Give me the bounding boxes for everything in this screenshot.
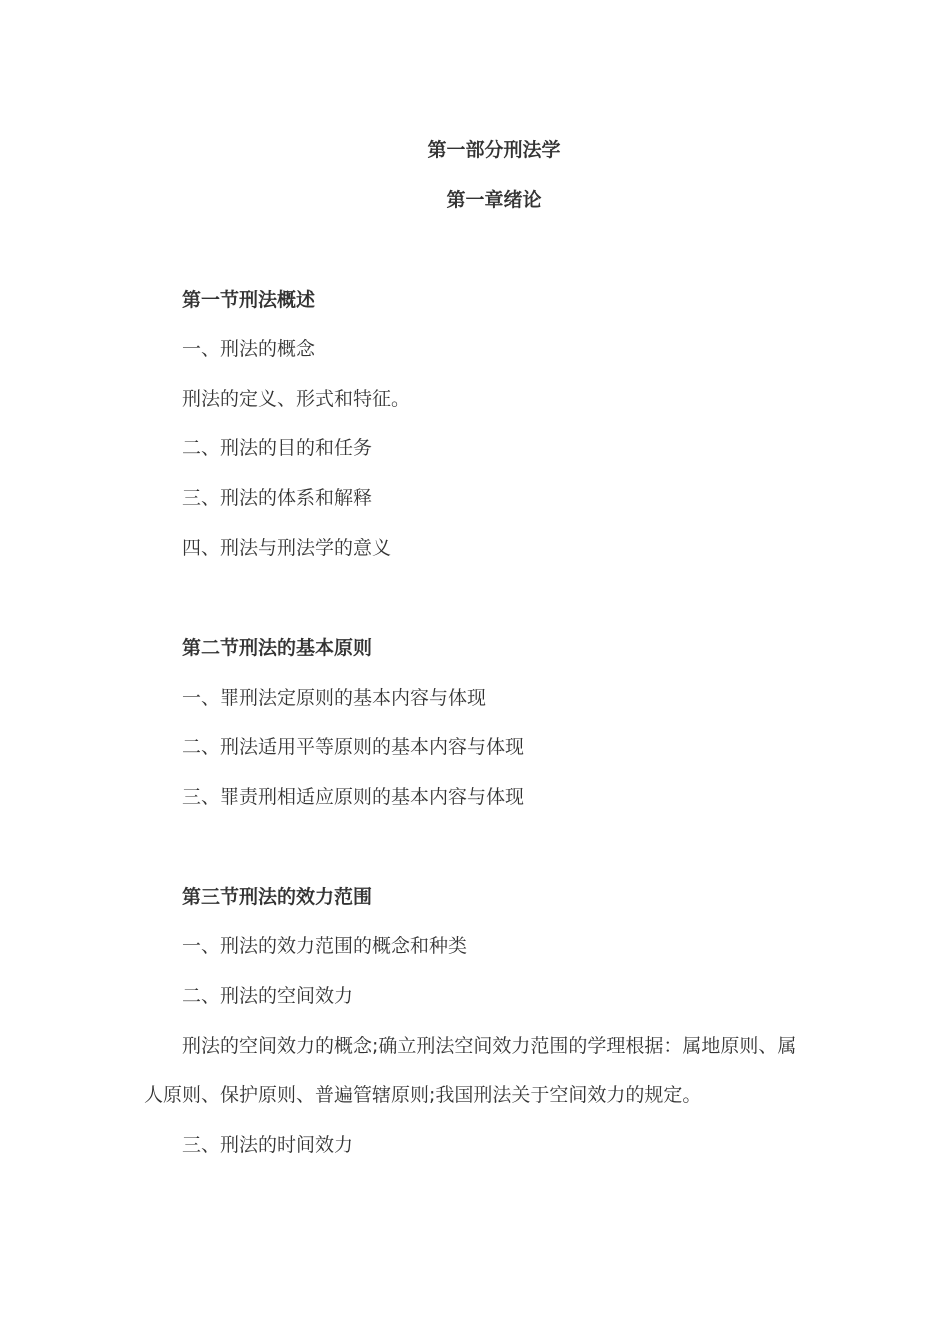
paragraph: 三、罪责刑相适应原则的基本内容与体现: [182, 786, 525, 808]
paragraph: 一、刑法的效力范围的概念和种类: [182, 935, 468, 957]
paragraph: 一、刑法的概念: [182, 338, 316, 360]
paragraph: 二、刑法的空间效力: [182, 985, 354, 1007]
section-heading: 第三节刑法的效力范围: [182, 886, 373, 908]
paragraph-continuation: 人原则、保护原则、普遍管辖原则;我国刑法关于空间效力的规定。: [144, 1084, 702, 1106]
paragraph: 刑法的空间效力的概念;确立刑法空间效力范围的学理根据：属地原则、属: [182, 1035, 797, 1057]
chapter-title: 第一章绪论: [446, 189, 542, 211]
part-title: 第一部分刑法学: [427, 139, 561, 161]
paragraph: 二、刑法的目的和任务: [182, 437, 373, 459]
paragraph: 三、刑法的时间效力: [182, 1134, 354, 1156]
paragraph: 一、罪刑法定原则的基本内容与体现: [182, 687, 487, 709]
paragraph: 二、刑法适用平等原则的基本内容与体现: [182, 736, 525, 758]
paragraph: 刑法的定义、形式和特征。: [182, 388, 411, 410]
paragraph: 四、刑法与刑法学的意义: [182, 537, 392, 559]
section-heading: 第一节刑法概述: [182, 289, 316, 311]
section-heading: 第二节刑法的基本原则: [182, 637, 373, 659]
paragraph: 三、刑法的体系和解释: [182, 487, 373, 509]
